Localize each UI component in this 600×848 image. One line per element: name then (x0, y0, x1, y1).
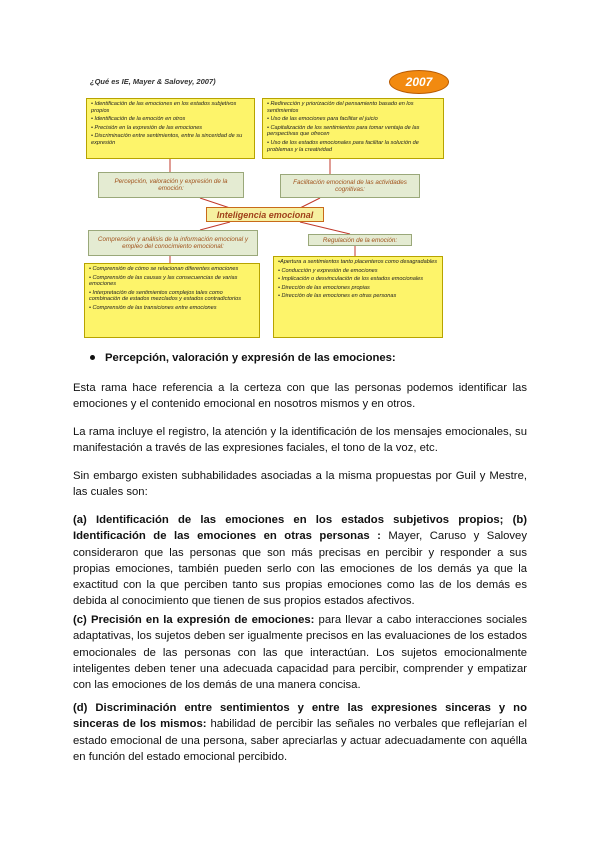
central-node: Inteligencia emocional (206, 207, 324, 222)
list-item: • Comprensión de las transiciones entre emociones (89, 304, 217, 311)
paragraph-6 (73, 700, 527, 765)
list-item: • Capitalización de los sentimientos para tomar ventaja de las perspectivas que ofrecen (267, 124, 420, 138)
list-item: •Apertura a sentimientos tanto placenteros como desagradables (278, 259, 437, 265)
list-item: • Comprensión de cómo se relacionan diferentes emociones (89, 266, 239, 272)
bottom-right-box (273, 256, 443, 338)
bullet-dot (90, 355, 95, 360)
list-item: • Identificación de la emoción en otros (91, 116, 186, 123)
top-left-box (86, 98, 255, 159)
paragraph-3 (73, 468, 527, 501)
year-badge: 2007 (389, 70, 449, 94)
bullet-heading-text: Percepción, valoración y expresión de las emociones: (105, 352, 396, 364)
branch-regulation: Regulación de la emoción: (308, 234, 412, 246)
paragraph-text: Sin embargo existen subhabilidades asociadas a la misma propuestas por Guil y Mestre, las cuales son: (73, 470, 527, 499)
paragraph-text: Esta rama hace referencia a la certeza con que las personas podemos identificar las emociones y el contenido emocional en nosotros mismos y en otros. (73, 382, 527, 411)
list-item: • Uso de las emociones para facilitar el juicio (267, 116, 378, 123)
paragraph-bold: (d) Discriminación entre sentimientos y entre las expresiones sinceras y no sinceras de los mismos: (73, 702, 527, 731)
list-item: • Interpretación de sentimientos complejos tales como combinación de estados mezclados y estados contradictorios (89, 289, 242, 303)
list-item: • Redirección y priorización del pensamiento basado en los sentimientos (267, 101, 414, 114)
paragraph-bold: (a) Identificación de las emociones en los estados subjetivos propios; (b) Identificación de las emociones en otras personas : (73, 514, 527, 543)
list-item: • Dirección de las emociones propias (278, 284, 370, 291)
top-right-box (262, 98, 444, 159)
bottom-left-box (84, 263, 260, 338)
branch-comprehension: Comprensión y análisis de la información emocional y empleo del conocimiento emocional: (88, 230, 258, 256)
branch-facilitation: Facilitación emocional de las actividades cognitivas: (280, 174, 420, 198)
paragraph-1 (73, 380, 527, 413)
list-item: • Comprensión de las causas y las consecuencias de varias emociones (89, 274, 238, 288)
list-item: • Precisión en la expresión de las emociones (91, 124, 203, 131)
list-item: • Discriminación entre sentimientos, entre la sinceridad de su expresión (91, 133, 243, 146)
list-item: • Uso de los estados emocionales para facilitar la solución de problemas y la creatividad (267, 139, 419, 153)
paragraph-5 (73, 612, 527, 693)
paragraph-bold: (c) Precisión en la expresión de emociones: (73, 614, 315, 626)
paragraph-text: Mayer, Caruso y Salovey consideraron que las personas que son más precisas en percibir y responder a sus propias emociones, también pueden serlo con las emociones de los demás ya que la exactitud con la que perciben tanto sus propias emociones como las de los demás es debida al conocimiento que tienen de sus propios estados afectivos. (73, 530, 527, 608)
paragraph-4 (73, 512, 527, 610)
paragraph-2 (73, 424, 527, 457)
bullet-heading (90, 352, 396, 364)
list-item: • Conducción y expresión de emociones (278, 267, 378, 274)
list-item: • Dirección de las emociones en otras personas (278, 293, 397, 300)
paragraph-text: para llevar a cabo interacciones sociales adaptativas, los sujetos deben ser igualmente precisos en las evaluaciones de los estados emocionales de las personas con las que interactúan. Los sujetos emocionalmente inteligentes deben tener una adecuada capacidad para percibir, comprender y empatizar con las emociones de los demás de una manera concisa. (73, 614, 527, 692)
list-item: • Identificación de las emociones en los estados subjetivos propios (91, 101, 237, 114)
ie-diagram (80, 68, 450, 340)
paragraph-text: habilidad de percibir las señales no verbales que reflejarían el estado emocional de una persona, saber apreciarlas y actuar adecuadamente con aquélla en función del estado emocional percibido. (73, 718, 527, 763)
list-item: • Implicación o desvinculación de los estados emocionales (278, 276, 423, 283)
paragraph-text: La rama incluye el registro, la atención y la identificación de los mensajes emocionales, su manifestación a través de las expresiones faciales, el tono de la voz, etc. (73, 426, 527, 455)
branch-perception: Percepción, valoración y expresión de la emoción: (98, 172, 244, 198)
diagram-title: ¿Qué es IE, Mayer & Salovey, 2007) (90, 77, 216, 86)
